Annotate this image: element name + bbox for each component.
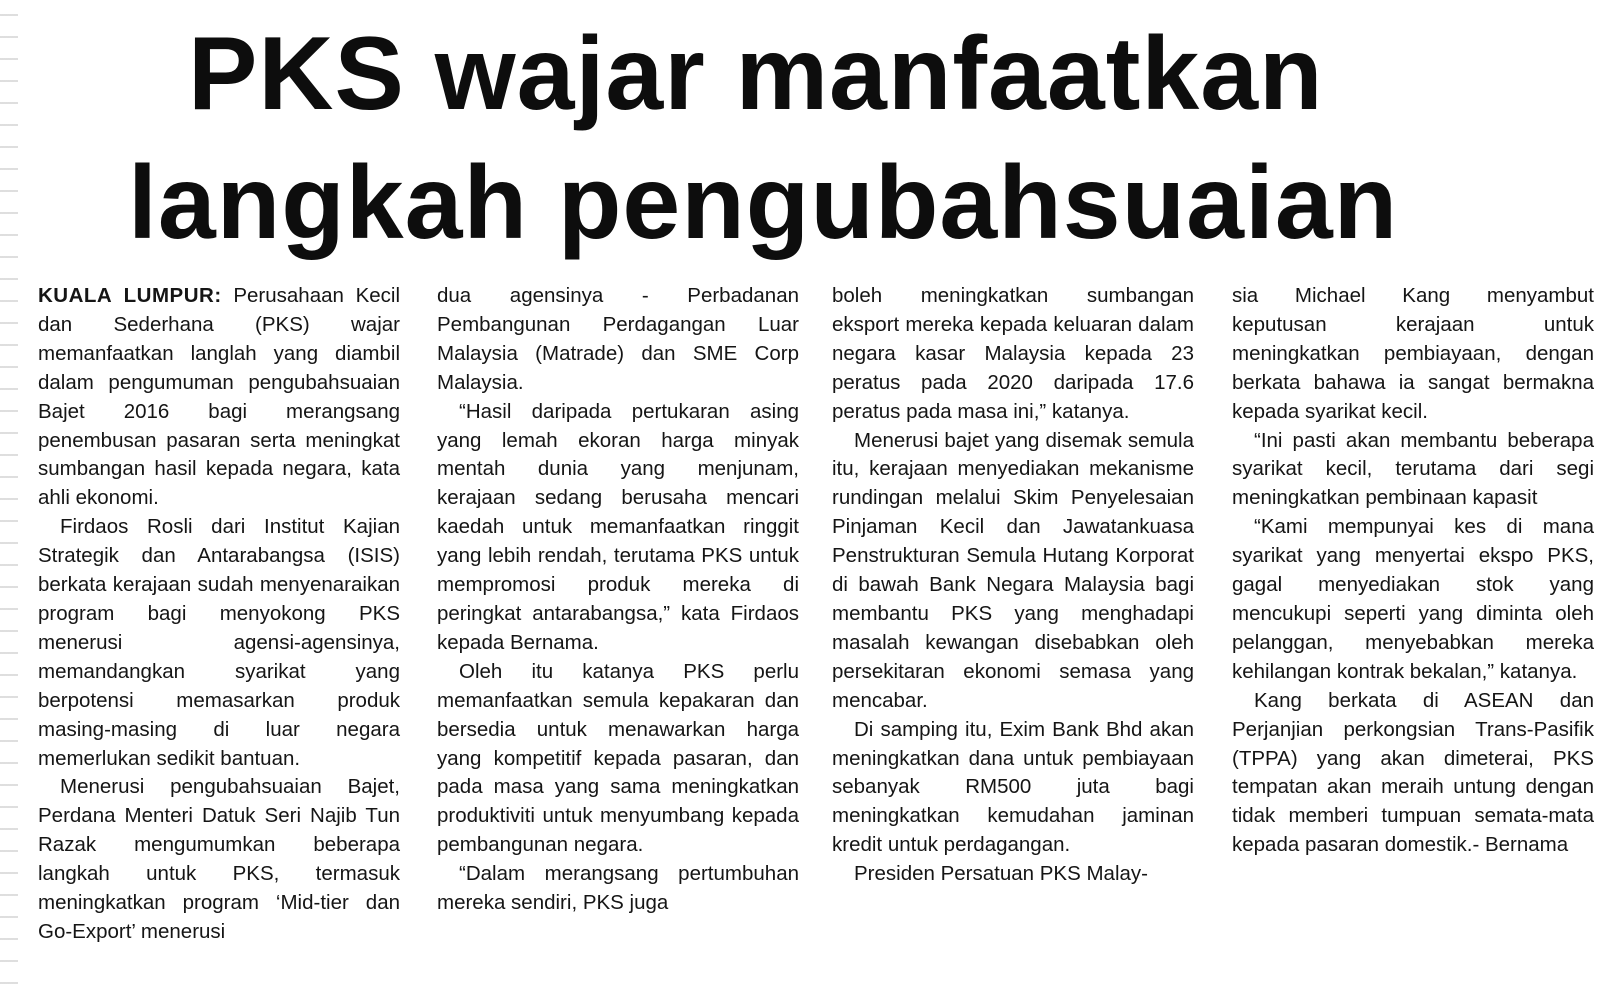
article-paragraph: “Hasil daripada pertukaran asing yang lemah ekoran harga minyak mentah dunia yang menjunam, kerajaan sedang berusaha mencari kaedah untuk memanfaatkan ringgit yang lebih rendah, terutama PKS untuk mempromosi produk mereka di peringkat antarabangsa,” kata Firdaos kepada Bernama.: [437, 399, 799, 654]
article-paragraph: Oleh itu katanya PKS perlu memanfaatkan semula kepakaran dan bersedia untuk menawarkan harga yang kompetitif kepada pasaran, dan pada masa yang sama meningkatkan produktiviti untuk menyumbang kepada pembangunan negara.: [437, 659, 799, 857]
dateline: KUALA LUMPUR:: [38, 284, 222, 307]
article-paragraph: “Ini pasti akan membantu beberapa syarikat kecil, terutama dari segi meningkatkan pembinaan kapasit: [1232, 428, 1594, 510]
article-paragraph: Menerusi bajet yang disemak semula itu, kerajaan menyediakan mekanisme rundingan melalui Skim Penyelesaian Pinjaman Kecil dan Jawatankuasa Penstrukturan Semula Hutang Korporat di bawah Bank Negara Malaysia bagi membantu PKS yang menghadapi masalah kewangan disebabkan oleh persekitaran ekonomi semasa yang mencabar.: [832, 428, 1194, 712]
article-column-2: [437, 282, 799, 918]
article-paragraph: “Kami mempunyai kes di mana syarikat yang menyertai ekspo PKS, gagal menyediakan stok yang mencukupi seperti yang diminta oleh pelanggan, menyebabkan mereka kehilangan kontrak bekalan,” katanya.: [1232, 515, 1594, 683]
article-paragraph: [38, 282, 400, 513]
article-paragraph: “Dalam merangsang pertumbuhan mereka sendiri, PKS juga: [437, 862, 799, 915]
article-paragraph: sia Michael Kang menyambut keputusan kerajaan untuk meningkatkan pembiayaan, dengan berkata bahawa ia sangat bermakna kepada syarikat kecil.: [1232, 284, 1594, 423]
headline-line-2: langkah pengubahsuaian: [128, 145, 1399, 261]
article-paragraph: Firdaos Rosli dari Institut Kajian Strategik dan Antarabangsa (ISIS) berkata kerajaan sudah menyenaraikan program bagi menyokong PKS menerusi agensi-agensinya, memandangkan syarikat yang berpotensi memasarkan produk masing-masing di luar negara memerlukan sedikit bantuan.: [38, 515, 400, 770]
article-paragraph: Kang berkata di ASEAN dan Perjanjian perkongsian Trans-Pasifik (TPPA) yang akan dimeterai, PKS tempatan akan meraih untung dengan tidak memberi tumpuan semata-mata kepada pasaran domestik.- Bernama: [1232, 688, 1594, 857]
article-paragraph: dua agensinya - Perbadanan Pembangunan Perdagangan Luar Malaysia (Matrade) dan SME Corp Malaysia.: [437, 284, 799, 394]
article-paragraph: Menerusi pengubahsuaian Bajet, Perdana Menteri Datuk Seri Najib Tun Razak mengumumkan beberapa langkah untuk PKS, termasuk meningkatkan program ‘Mid-tier dan Go-Export’ menerusi: [38, 775, 400, 943]
paragraph-text: Perusahaan Kecil dan Sederhana (PKS) wajar memanfaatkan langlah yang diambil dalam pengumuman pengubahsuaian Bajet 2016 bagi merangsang penembusan pasaran serta meningkat sumbangan hasil kepada negara, kata ahli ekonomi.: [38, 284, 401, 510]
article-column-4: [1232, 282, 1594, 860]
article-paragraph: Di samping itu, Exim Bank Bhd akan meningkatkan dana untuk pembiayaan sebanyak RM500 juta bagi meningkatkan kemudahan jaminan kredit untuk perdagangan.: [832, 717, 1194, 857]
article-paragraph: boleh meningkatkan sumbangan eksport mereka kepada keluaran dalam negara kasar Malaysia kepada 23 peratus pada 2020 daripada 17.6 peratus pada masa ini,” katanya.: [832, 284, 1194, 423]
article-column-3: [832, 282, 1194, 889]
article-paragraph: Presiden Persatuan PKS Malay-: [854, 862, 1148, 886]
headline-line-1: PKS wajar manfaatkan: [188, 16, 1324, 132]
article-column-1: [38, 282, 400, 947]
scan-edge-marks: [0, 0, 18, 997]
